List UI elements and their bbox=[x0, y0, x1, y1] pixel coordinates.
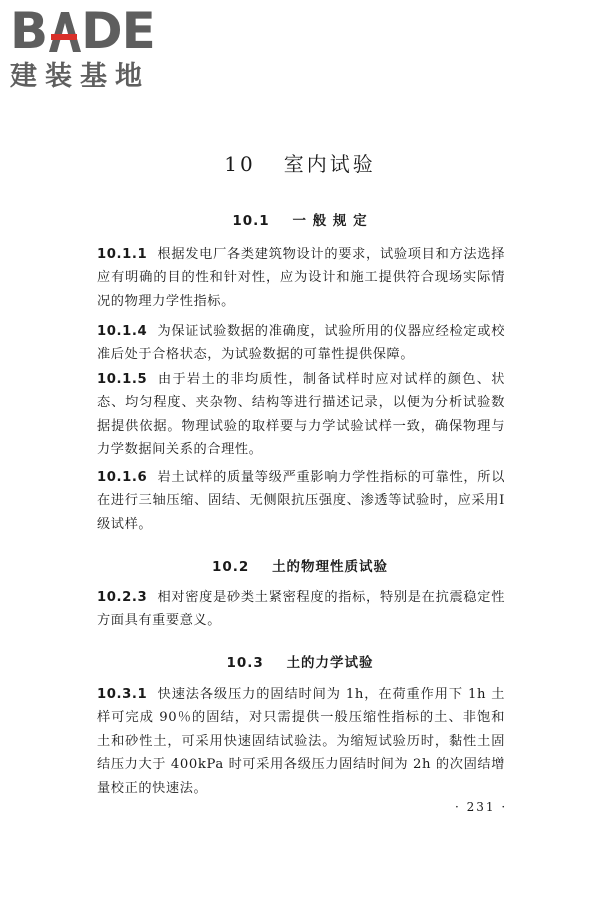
clause-number: 10.1.5 bbox=[97, 372, 148, 387]
page-number: · 231 · bbox=[455, 800, 508, 814]
logo-a-mark bbox=[47, 6, 81, 56]
logo-letters-de: DE bbox=[81, 2, 155, 60]
clause-number: 10.1.6 bbox=[97, 470, 148, 485]
clause-text: 根据发电厂各类建筑物设计的要求，试验项目和方法选择应有明确的目的性和针对性，应为设计和施工提供符合现场实际情况的物理力学性指标。 bbox=[97, 247, 505, 309]
chapter-number: 10 bbox=[224, 152, 256, 176]
clause-text: 由于岩土的非均质性，制备试样时应对试样的颜色、状态、均匀程度、夹杂物、结构等进行描述记录，以便为分析试验数据提供依据。物理试验的取样要与力学试验试样一致，确保物理与力学数据间关系的合理性。 bbox=[97, 372, 505, 458]
clause-number: 10.1.1 bbox=[97, 247, 148, 262]
section-heading-10-2 bbox=[0, 555, 600, 575]
clause-10-1-6 bbox=[97, 466, 505, 536]
section-number: 10.3 bbox=[226, 655, 264, 671]
section-heading-10-3 bbox=[0, 651, 600, 671]
clause-number: 10.3.1 bbox=[97, 687, 148, 702]
chapter-name: 室内试验 bbox=[283, 152, 376, 176]
section-number: 10.1 bbox=[232, 213, 270, 229]
clause-text: 快速法各级压力的固结时间为 1h，在荷重作用下 1h 土样可完成 90％的固结，对只需提供一般压缩性指标的土、非饱和土和砂性土，可采用快速固结试验法。为缩短试验历时，黏性土固结压力大于 400kPa 时可采用各级压力固结时间为 2h 的次固结增量校正的快速法。 bbox=[97, 687, 505, 796]
section-heading-10-1 bbox=[0, 209, 600, 229]
clause-10-1-5 bbox=[97, 368, 505, 462]
section-title: 土的物理性质试验 bbox=[272, 559, 389, 575]
clause-10-3-1 bbox=[97, 683, 505, 800]
chapter-title bbox=[0, 148, 600, 177]
section-title: 土的力学试验 bbox=[286, 655, 374, 671]
clause-number: 10.2.3 bbox=[97, 590, 148, 605]
clause-10-1-1 bbox=[97, 243, 505, 313]
clause-10-2-3 bbox=[97, 586, 505, 633]
section-number: 10.2 bbox=[211, 559, 250, 575]
clause-text: 岩土试样的质量等级严重影响力学性指标的可靠性，所以在进行三轴压缩、固结、无侧限抗压强度、渗透等试验时，应采用Ⅰ级试样。 bbox=[97, 470, 505, 532]
section-title: 一 般 规 定 bbox=[292, 213, 368, 229]
clause-text: 为保证试验数据的准确度，试验所用的仪器应经检定或校准后处于合格状态，为试验数据的可靠性提供保障。 bbox=[97, 324, 505, 363]
logo-subtitle: 建装基地 bbox=[10, 61, 150, 92]
publisher-logo bbox=[10, 2, 180, 92]
clause-text: 相对密度是砂类土紧密程度的指标，特别是在抗震稳定性方面具有重要意义。 bbox=[97, 590, 505, 629]
clause-number: 10.1.4 bbox=[97, 324, 148, 339]
clause-10-1-4 bbox=[97, 320, 505, 367]
logo-letter-b: B bbox=[10, 2, 48, 60]
